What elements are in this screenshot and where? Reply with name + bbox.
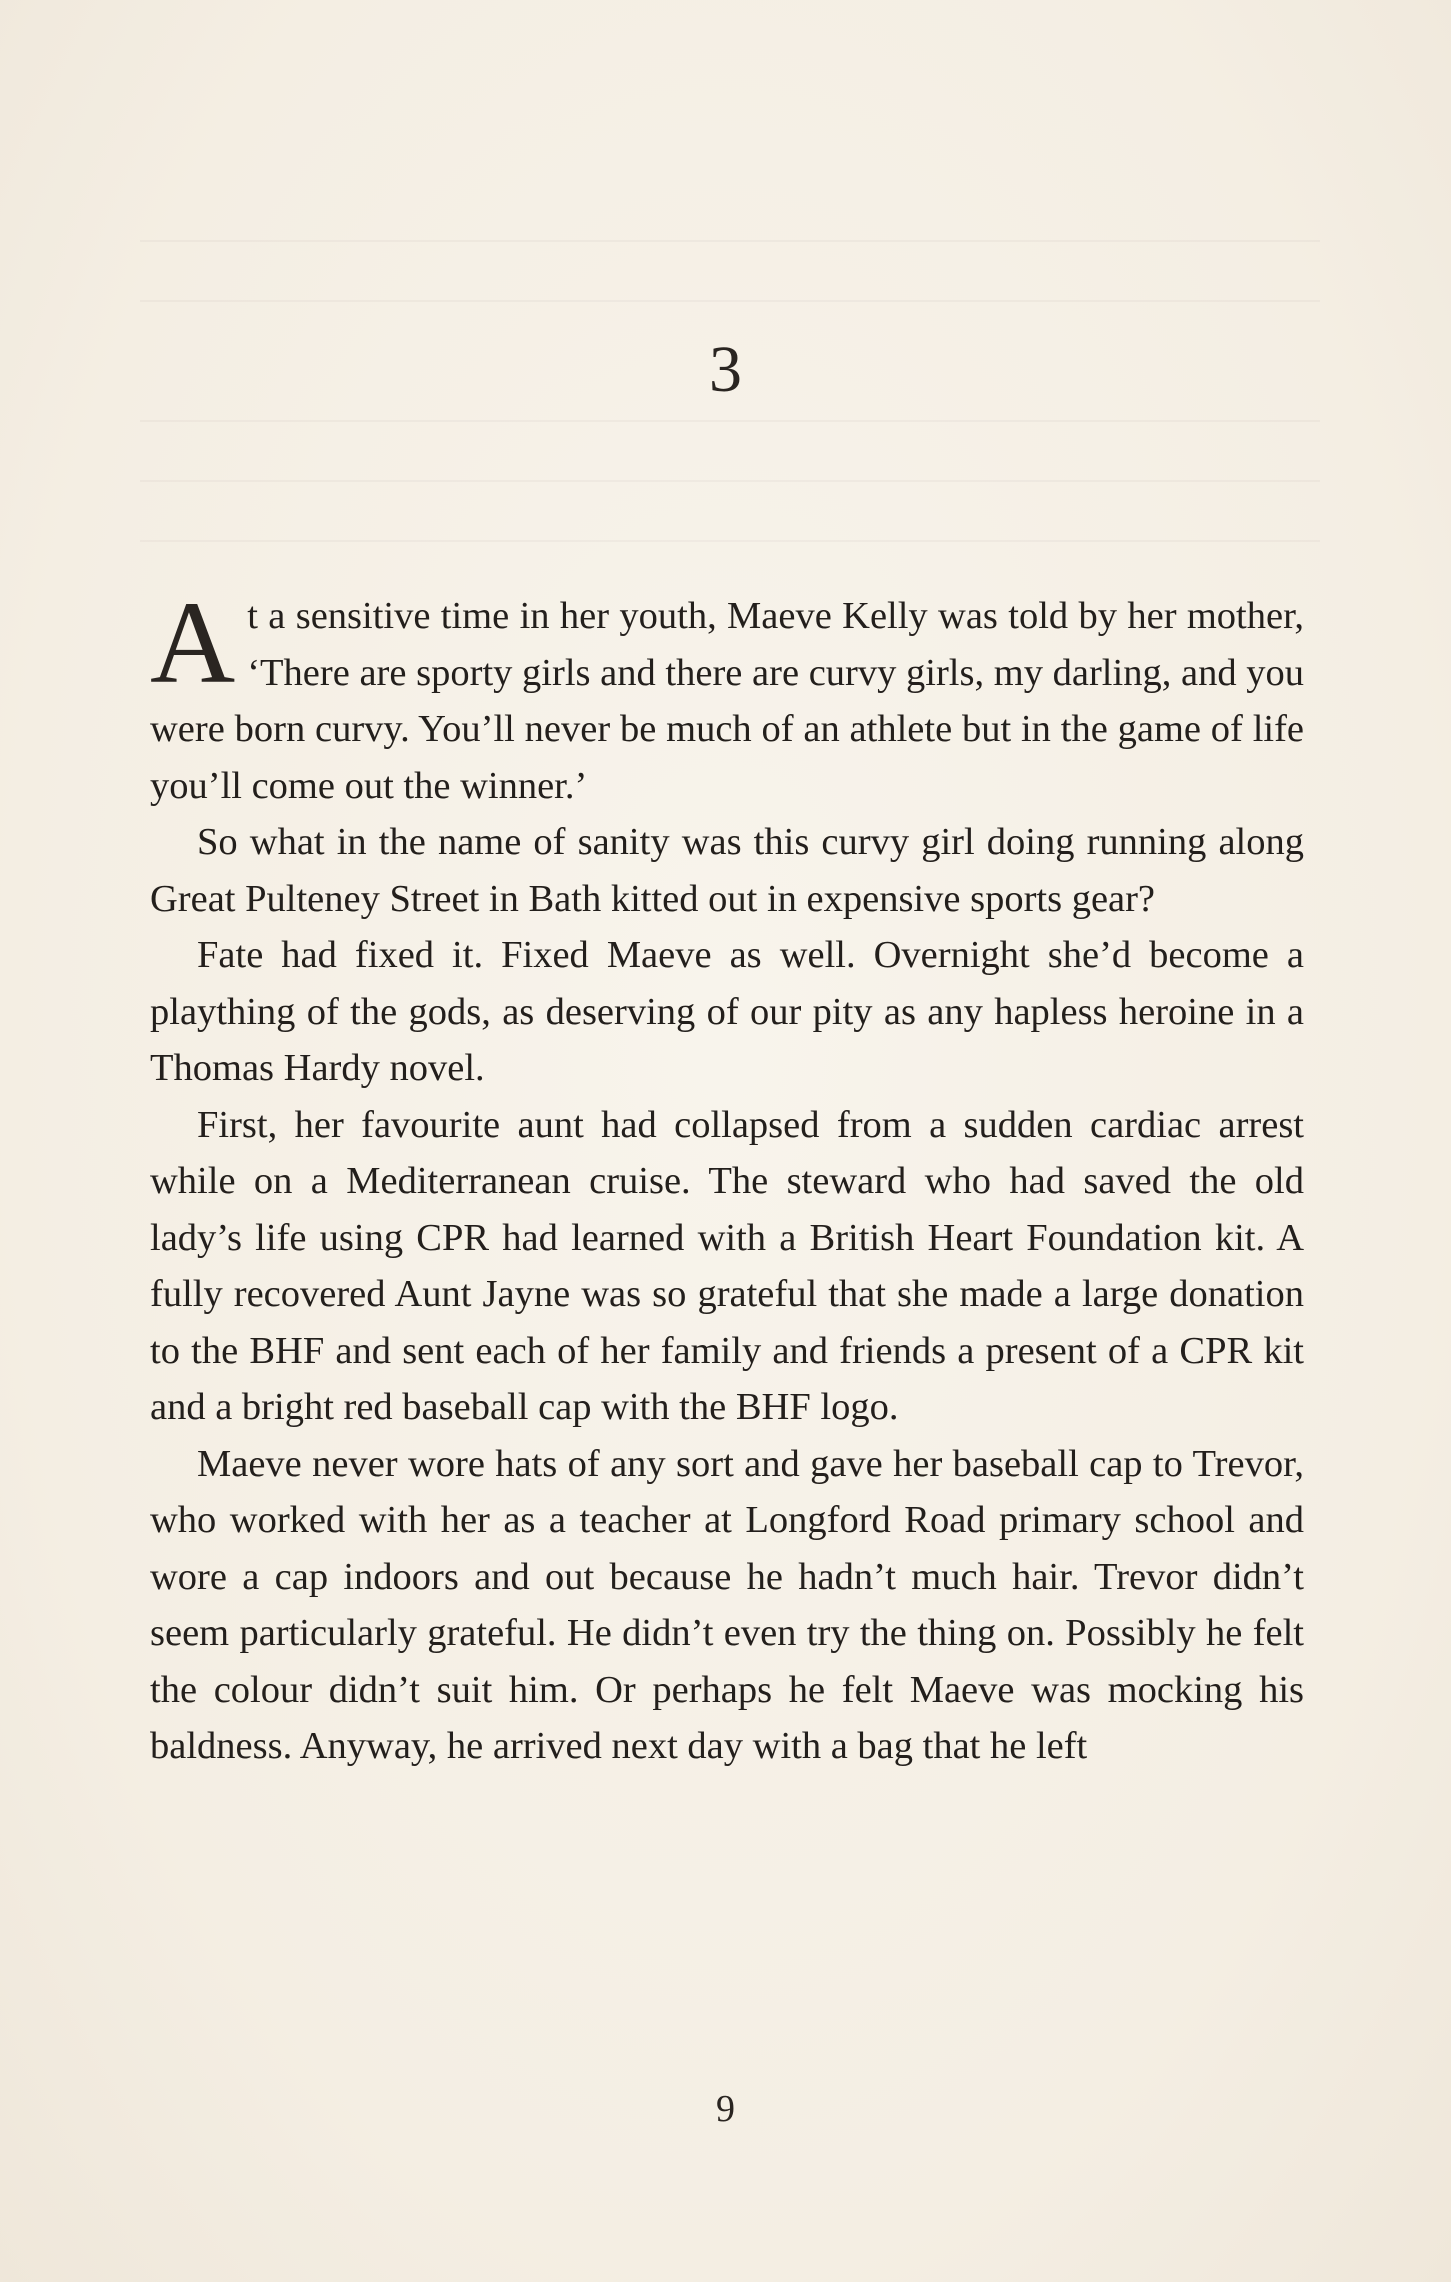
show-through-line	[140, 540, 1320, 542]
paragraph	[150, 577, 1304, 814]
paragraph: First, her favourite aunt had collapsed from a sudden cardiac arrest while on a Mediterranean cruise. The steward who had saved the old lady’s life using CPR had learned with a British Heart Foundation kit. A fully recovered Aunt Jayne was so grateful that she made a large donation to the BHF and sent each of her family and friends a present of a CPR kit and a bright red baseball cap with the BHF logo.	[150, 1103, 1304, 1428]
show-through-line	[140, 300, 1320, 302]
chapter-number: 3	[709, 333, 742, 406]
show-through-line	[140, 480, 1320, 482]
paragraph-text: t a sensitive time in her youth, Maeve Kelly was told by her mother, ‘There are sporty girls and there are curvy girls, my darling, and you were born curvy. You’ll never be much of an athlete but in the game of life you’ll come out the winner.’	[150, 595, 1304, 807]
drop-cap: A	[150, 577, 236, 708]
show-through-line	[140, 420, 1320, 422]
paragraph: Fate had fixed it. Fixed Maeve as well. Overnight she’d become a plaything of the gods, as deserving of our pity as any hapless heroine in a Thomas Hardy novel.	[150, 934, 1304, 1089]
page-number: 9	[716, 2088, 735, 2130]
show-through-line	[140, 240, 1320, 242]
paragraph: So what in the name of sanity was this curvy girl doing running along Great Pulteney Street in Bath kitted out in expensive sports gear?	[150, 821, 1304, 920]
paragraph: Maeve never wore hats of any sort and gave her baseball cap to Trevor, who worked with her as a teacher at Longford Road primary school and wore a cap indoors and out because he hadn’t much hair. Trevor didn’t seem particularly grateful. He didn’t even try the thing on. Possibly he felt the colour didn’t suit him. Or perhaps he felt Maeve was mocking his baldness. Anyway, he arrived next day with a bag that he left	[150, 1442, 1304, 1767]
chapter-body	[150, 577, 1304, 1775]
